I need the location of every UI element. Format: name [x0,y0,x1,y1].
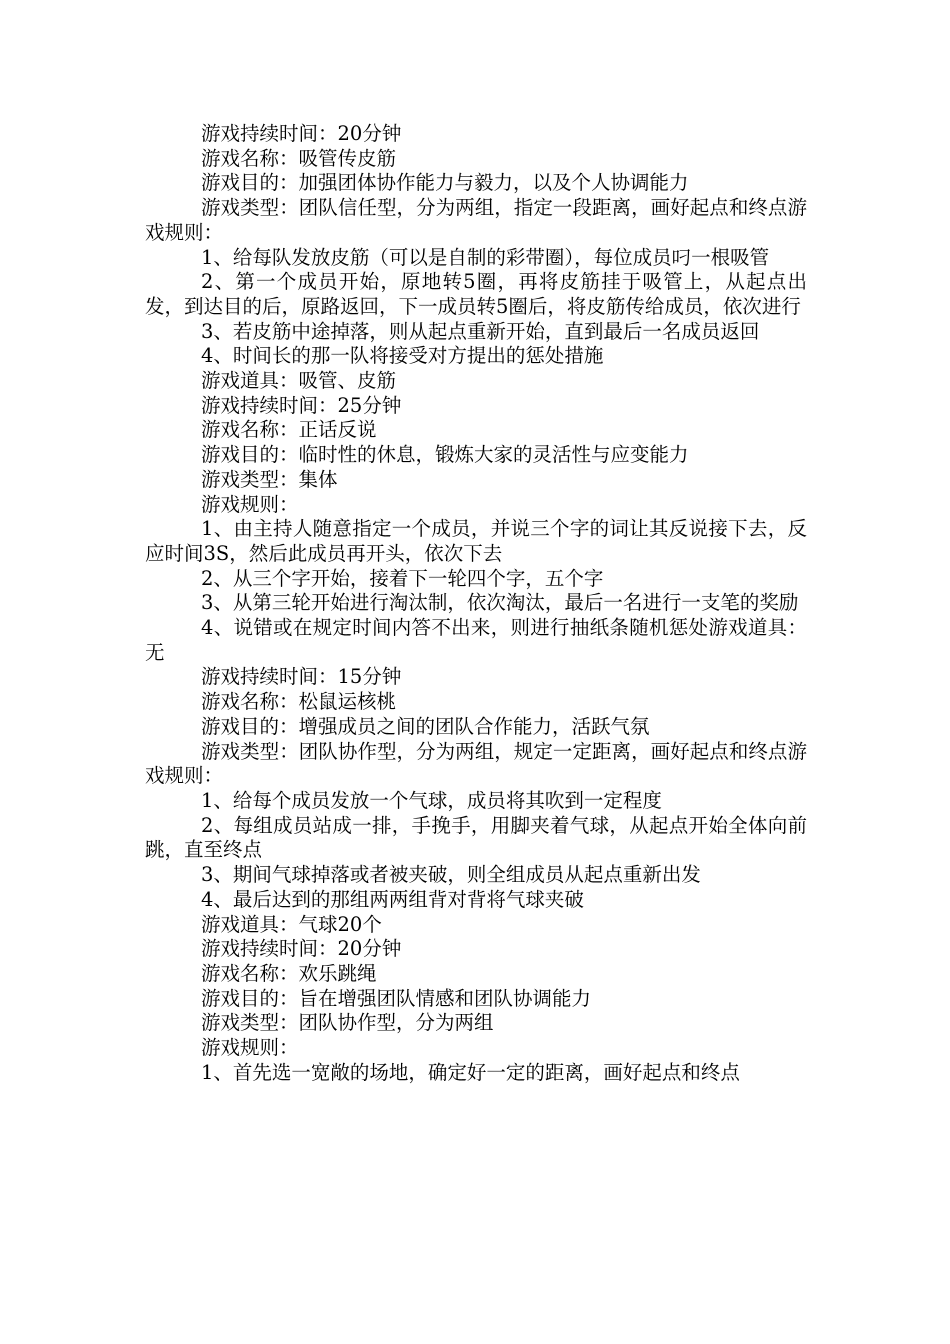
paragraph: 1、首先选一宽敞的场地，确定好一定的距离，画好起点和终点 [201,1060,740,1084]
paragraph: 游戏持续时间：15分钟 [201,665,402,689]
paragraph: 1、给每队发放皮筋（可以是自制的彩带圈），每位成员叼一根吸管 [201,245,770,269]
paragraph: 游戏名称：欢乐跳绳 [201,961,377,985]
paragraph: 游戏持续时间：25分钟 [201,393,402,417]
paragraph: 游戏道具：吸管、皮筋 [201,369,397,393]
paragraph: 4、最后达到的那组两两组背对背将气球夹破 [201,887,584,911]
paragraph: 4、说错或在规定时间内答不出来，则进行抽纸条随机惩处游戏道具：无 [145,616,807,664]
paragraph: 游戏目的：临时性的休息，锻炼大家的灵活性与应变能力 [201,443,689,467]
paragraph: 游戏名称：松鼠运核桃 [201,690,397,714]
paragraph: 3、从第三轮开始进行淘汰制，依次淘汰，最后一名进行一支笔的奖励 [201,591,799,615]
paragraph: 游戏类型：团队协作型，分为两组，规定一定距离，画好起点和终点游戏规则： [145,739,807,788]
paragraph: 游戏规则： [201,1036,299,1060]
paragraph: 3、期间气球掉落或者被夹破，则全组成员从起点重新出发 [201,863,701,887]
paragraph: 游戏道具：气球20个 [201,912,382,936]
paragraph: 2、第一个成员开始，原地转5圈，再将皮筋挂于吸管上，从起点出发，到达目的后，原路返回，下一成员转5圈后，将皮筋传给成员，依次进行 [145,270,807,318]
paragraph: 游戏名称：吸管传皮筋 [201,146,397,170]
paragraph: 游戏持续时间：20分钟 [201,937,402,961]
paragraph: 游戏类型：集体 [201,467,338,491]
paragraph: 游戏名称：正话反说 [201,418,377,442]
paragraph: 3、若皮筋中途掉落，则从起点重新开始，直到最后一名成员返回 [201,319,760,343]
document-body [145,122,807,1085]
paragraph: 游戏目的：增强成员之间的团队合作能力，活跃气氛 [201,714,650,738]
paragraph: 1、由主持人随意指定一个成员，并说三个字的词让其反说接下去，反应时间3S，然后此成员再开头，依次下去 [145,517,807,565]
paragraph: 游戏规则： [201,492,299,516]
paragraph: 2、每组成员站成一排，手挽手，用脚夹着气球，从起点开始全体向前跳，直至终点 [145,813,807,862]
paragraph: 游戏类型：团队协作型，分为两组 [201,1011,494,1035]
paragraph: 游戏类型：团队信任型，分为两组，指定一段距离，画好起点和终点游戏规则： [145,196,807,244]
paragraph: 游戏持续时间：20分钟 [201,122,402,145]
paragraph: 2、从三个字开始，接着下一轮四个字，五个字 [201,566,604,590]
paragraph: 1、给每个成员发放一个气球，成员将其吹到一定程度 [201,788,662,812]
paragraph: 游戏目的：旨在增强团队情感和团队协调能力 [201,986,592,1010]
paragraph: 游戏目的：加强团体协作能力与毅力，以及个人协调能力 [201,171,689,195]
paragraph: 4、时间长的那一队将接受对方提出的惩处措施 [201,344,604,368]
